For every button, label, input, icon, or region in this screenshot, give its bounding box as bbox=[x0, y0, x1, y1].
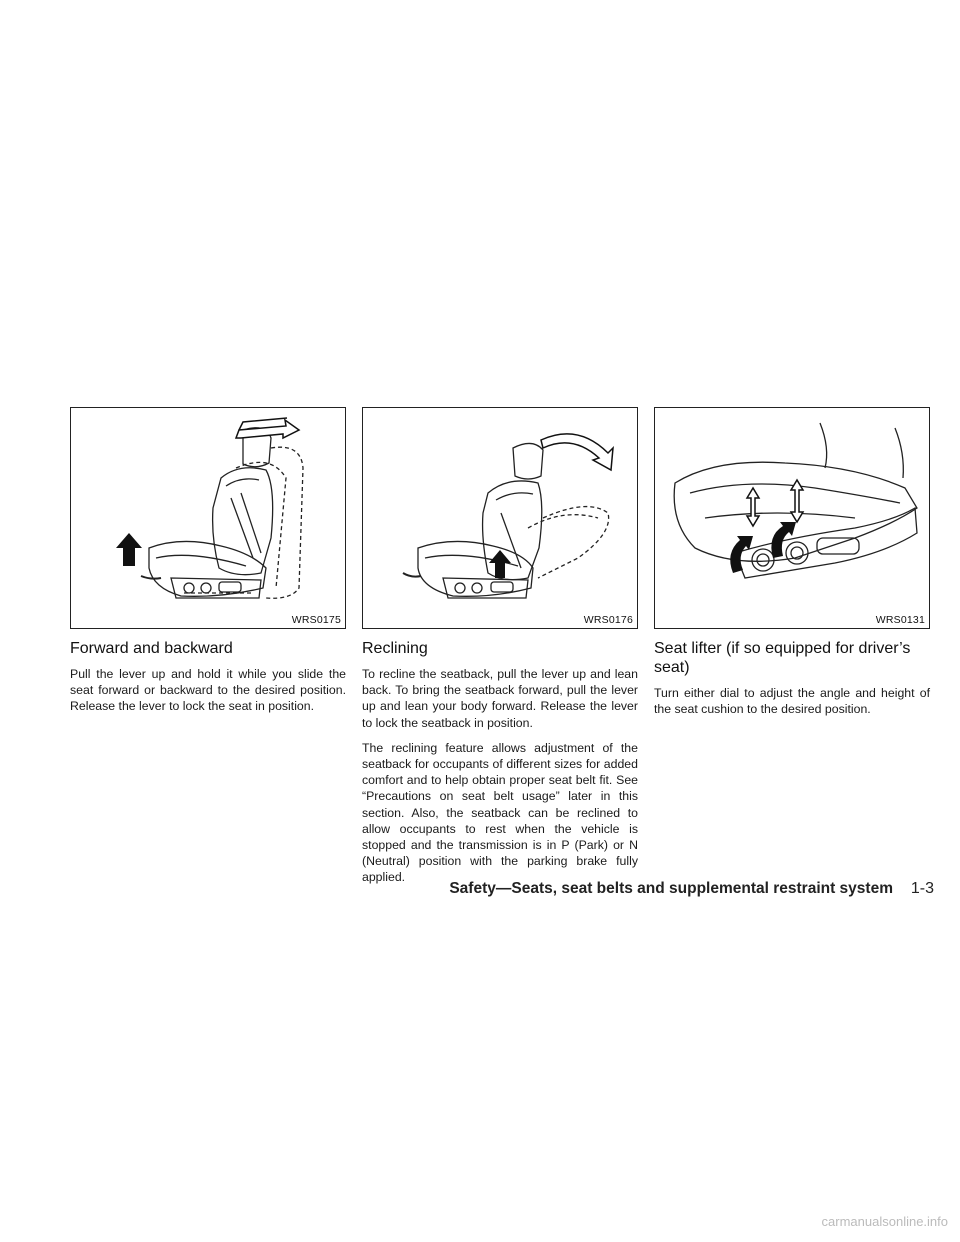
page-footer bbox=[0, 880, 960, 904]
watermark: carmanualsonline.info bbox=[821, 1214, 948, 1229]
figure-seat-recline bbox=[362, 407, 638, 629]
body-paragraph: Turn either dial to adjust the angle and height of the seat cushion to the desired position. bbox=[654, 686, 930, 717]
seat-slide-illustration bbox=[71, 408, 345, 628]
seat-recline-illustration bbox=[363, 408, 637, 628]
section-forward-backward bbox=[70, 407, 346, 724]
figure-seat-slide bbox=[70, 407, 346, 629]
figure-code: WRS0176 bbox=[583, 614, 633, 626]
figure-code: WRS0175 bbox=[291, 614, 341, 626]
seat-lifter-illustration bbox=[655, 408, 929, 628]
section-heading: Seat lifter (if so equipped for driver’s seat) bbox=[654, 640, 911, 676]
section-heading: Forward and backward bbox=[70, 640, 233, 657]
body-paragraph: The reclining feature allows adjustment of the seatback for occupants of different sizes for added comfort and to help obtain proper seat belt fit. See “Precautions on seat belt usage” later in this section. Also, the seatback can be reclined to allow occupants to rest when the vehicle is stopped and the transmission is in P (Park) or N (Neutral) position with the parking brake fully applied. bbox=[362, 740, 638, 885]
body-paragraph: To recline the seatback, pull the lever up and lean back. To bring the seatback forward, pull the lever up and lean your body forward. Release the lever to lock the seatback in position. bbox=[362, 667, 638, 730]
footer-section-title: Safety—Seats, seat belts and supplemental restraint system bbox=[449, 880, 893, 897]
section-seat-lifter bbox=[654, 407, 930, 726]
body-paragraph: Pull the lever up and hold it while you slide the seat forward or backward to the desired position. Release the lever to lock the seat in position. bbox=[70, 667, 346, 714]
section-heading: Reclining bbox=[362, 640, 428, 657]
page-number: 1-3 bbox=[910, 880, 934, 897]
figure-seat-lifter bbox=[654, 407, 930, 629]
section-reclining bbox=[362, 407, 638, 895]
figure-code: WRS0131 bbox=[875, 614, 925, 626]
